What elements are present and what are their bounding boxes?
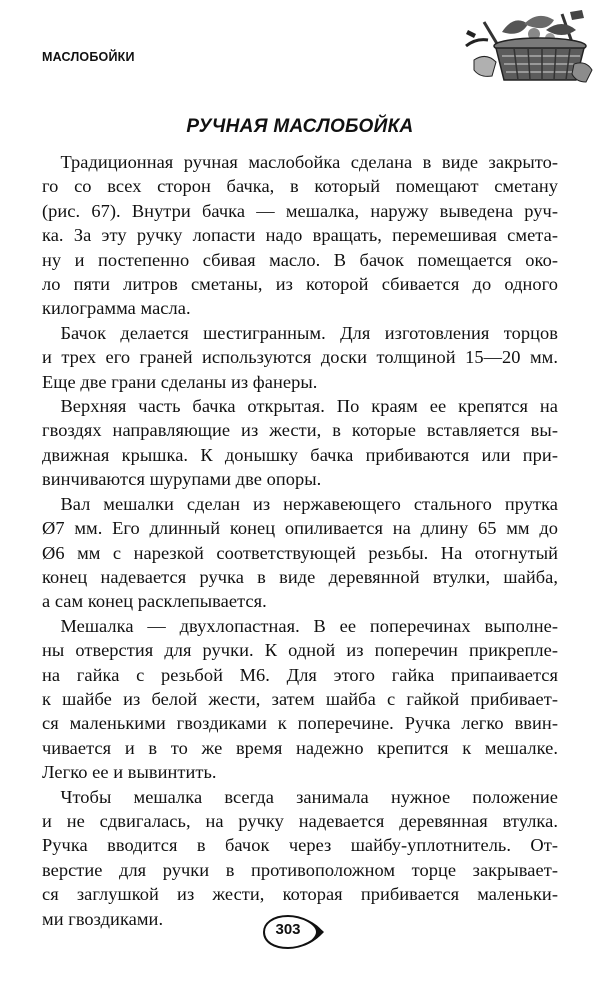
paragraph bbox=[42, 614, 558, 785]
running-header: МАСЛОБОЙКИ bbox=[42, 50, 135, 64]
text-line: Чтобы мешалка всегда занимала нужное положение bbox=[42, 786, 558, 807]
text-line-last: Еще две грани сделаны из фанеры. bbox=[42, 371, 318, 392]
paragraph bbox=[42, 150, 558, 321]
text-line: ны отверстия для ручки. К одной из поперечин прикрепле- bbox=[42, 640, 558, 661]
body-text bbox=[42, 150, 558, 931]
text-line: Ø6 мм с нарезкой соответствующей резьбы. На отогнутый bbox=[42, 542, 558, 563]
paragraph bbox=[42, 394, 558, 492]
text-line: ся заглушкой из жести, которая прибивается маленьки- bbox=[42, 884, 558, 905]
text-line: Ø7 мм. Его длинный конец опиливается на длину 65 мм до bbox=[42, 518, 558, 539]
paragraph bbox=[42, 321, 558, 394]
text-line: Бачок делается шестигранным. Для изготовления торцов bbox=[42, 322, 558, 343]
text-line-last: винчиваются шурупами две опоры. bbox=[42, 469, 322, 490]
text-line-last: а сам конец расклепывается. bbox=[42, 591, 267, 612]
text-line: конец надевается ручка в виде деревянной втулки, шайба, bbox=[42, 566, 558, 587]
text-line: ну и постепенно сбивая масло. В бачок помещается око- bbox=[42, 249, 558, 270]
text-line-last: килограмма масла. bbox=[42, 298, 191, 319]
text-line: гвоздях направляющие из жести, в которые вставляется вы- bbox=[42, 420, 558, 441]
text-line: Вал мешалки сделан из нержавеющего стального прутка bbox=[42, 493, 558, 514]
text-line: Мешалка — двухлопастная. В ее поперечинах выполне- bbox=[42, 615, 558, 636]
text-line: Традиционная ручная маслобойка сделана в виде закрыто- bbox=[42, 152, 558, 172]
text-line: движная крышка. К донышку бачка прибиваются или при- bbox=[42, 444, 558, 465]
paragraph bbox=[42, 785, 558, 931]
text-line: го со всех сторон бачка, в который помещают сметану bbox=[42, 176, 558, 197]
text-line-last: ми гвоздиками. bbox=[42, 908, 164, 929]
paragraph bbox=[42, 492, 558, 614]
garden-basket-icon bbox=[462, 8, 594, 84]
text-line: и не сдвигалась, на ручку надевается деревянная втулка. bbox=[42, 810, 558, 831]
text-line: к шайбе из белой жести, затем шайба с гайкой прибивает- bbox=[42, 688, 558, 709]
page-title: РУЧНАЯ МАСЛОБОЙКА bbox=[186, 116, 414, 137]
text-line: на гайка с резьбой М6. Для этого гайка припаивается bbox=[42, 664, 558, 685]
text-line: чивается и в то же время надежно крепится к мешалке. bbox=[42, 737, 558, 758]
page-number: 303 bbox=[275, 921, 301, 938]
text-line: ка. За эту ручку лопасти надо вращать, перемешивая смета- bbox=[42, 225, 558, 246]
text-line: и трех его граней используются доски толщиной 15—20 мм. bbox=[42, 347, 558, 368]
text-line: ся маленькими гвоздиками к поперечине. Ручка легко ввин- bbox=[42, 713, 558, 734]
text-line: (рис. 67). Внутри бачка — мешалка, наружу выведена руч- bbox=[42, 200, 558, 221]
text-line-last: Легко ее и вывинтить. bbox=[42, 762, 217, 783]
text-line: верстие для ручки в противоположном торце закрывает- bbox=[42, 859, 558, 880]
text-line: Ручка вводится в бачок через шайбу-уплотнитель. От- bbox=[42, 835, 558, 856]
text-line: Верхняя часть бачка открытая. По краям ее крепятся на bbox=[42, 396, 558, 417]
text-line: ло пяти литров сметаны, из которой сбивается до одного bbox=[42, 274, 558, 295]
